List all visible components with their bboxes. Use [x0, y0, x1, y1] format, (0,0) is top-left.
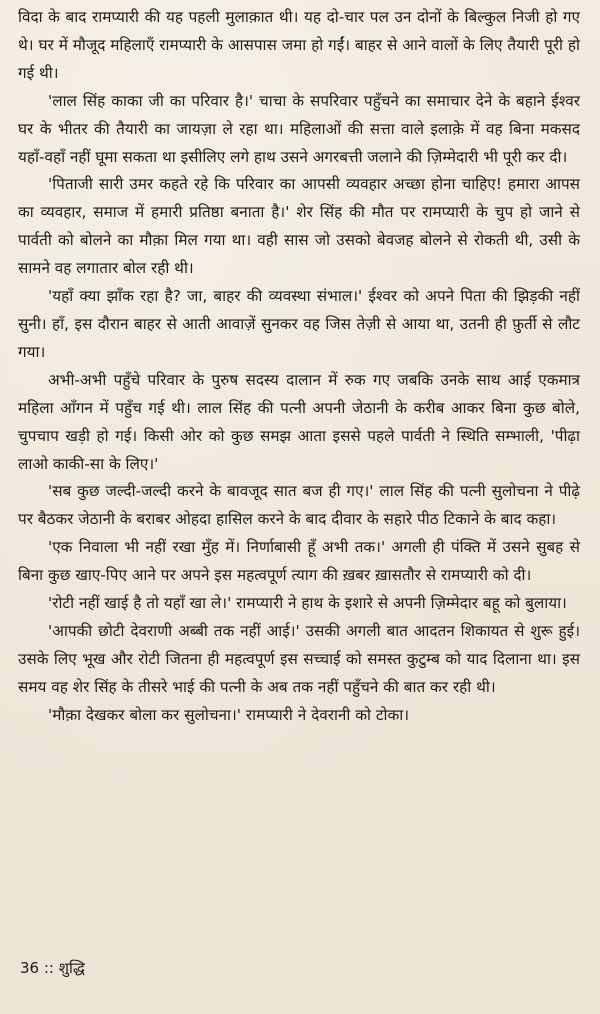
paragraph: अभी-अभी पहुँचे परिवार के पुरुष सदस्य दालान में रुक गए जबकि उनके साथ आई एकमात्र महिला आँगन में पहुँच गई थी। लाल सिंह की पत्नी अपनी जेठानी के करीब आकर बिना कुछ बोले, चुपचाप खड़ी हो गई। किसी ओर को कुछ समझ आता इससे पहले पार्वती ने स्थिति सम्भाली, 'पीढ़ा लाओ काकी-सा के लिए।'	[18, 370, 580, 473]
paragraph: 'रोटी नहीं खाई है तो यहाँ खा ले।' रामप्यारी ने हाथ के इशारे से अपनी ज़िम्मेदार बहू को बुलाया।	[48, 594, 567, 613]
page-footer	[20, 958, 85, 978]
paragraph: 'मौक़ा देखकर बोला कर सुलोचना।' रामप्यारी ने देवरानी को टोका।	[48, 705, 410, 724]
footer-separator: ::	[43, 959, 54, 977]
body-text	[18, 4, 580, 730]
page-number: 36	[20, 959, 40, 977]
paragraph: 'यहाँ क्या झाँक रहा है? जा, बाहर की व्यवस्था संभाल।' ईश्वर को अपने पिता की झिड़की नहीं सुनी। हाँ, इस दौरान बाहर से आती आवाज़ें सुनकर वह जिस तेज़ी से आया था, उतनी ही फ़ुर्ती से लौट गया।	[18, 287, 580, 361]
paragraph: 'एक निवाला भी नहीं रखा मुँह में। निर्णाबासी हूँ अभी तक।' अगली ही पंक्ति में उसने सुबह से बिना कुछ खाए-पिए आने पर अपने इस महत्वपूर्ण त्याग की ख़बर ख़ासतौर से रामप्यारी को दी।	[18, 538, 580, 585]
publication-name: शुद्धि	[58, 959, 85, 977]
paragraph: विदा के बाद रामप्यारी की यह पहली मुलाक़ात थी। यह दो-चार पल उन दोनों के बिल्कुल निजी हो गए थे। घर में मौजूद महिलाएँ रामप्यारी के आसपास जमा हो गईं। बाहर से आने वालों के लिए तैयारी पूरी हो गई थी।	[18, 8, 580, 82]
paragraph: 'पिताजी सारी उमर कहते रहे कि परिवार का आपसी व्यवहार अच्छा होना चाहिए! हमारा आपस का व्यवहार, समाज में हमारी प्रतिष्ठा बनाता है।' शेर सिंह की मौत पर रामप्यारी के चुप हो जाने से पार्वती को बोलने का मौक़ा मिल गया था। वही सास जो उसको बेवजह बोलने से रोकती थी, उसी के सामने वह लगातार बोल रही थी।	[18, 175, 580, 278]
paragraph: 'लाल सिंह काका जी का परिवार है।' चाचा के सपरिवार पहुँचने का समाचार देने के बहाने ईश्वर घर के भीतर की तैयारी का जायज़ा ले रहा था। महिलाओं की सत्ता वाले इलाक़े में वह बिना मकसद यहाँ-वहाँ नहीं घूमा सकता था इसीलिए लगे हाथ उसने अगरबत्ती जलाने की ज़िम्मेदारी भी पूरी कर दी।	[18, 91, 580, 166]
paragraph: 'सब कुछ जल्दी-जल्दी करने के बावजूद सात बज ही गए।' लाल सिंह की पत्नी सुलोचना ने पीढ़े पर बैठकर जेठानी के बराबर ओहदा हासिल करने के बाद दीवार के सहारे पीठ टिकाने के बाद कहा।	[18, 482, 580, 529]
paragraph: 'आपकी छोटी देवराणी अब्बी तक नहीं आई।' उसकी अगली बात आदतन शिकायत से शुरू हुई। उसके लिए भूख और रोटी जितना ही महत्वपूर्ण इस सच्चाई को समस्त कुटुम्ब को याद दिलाना था। इस समय वह शेर सिंह के तीसरे भाई की पत्नी के अब तक नहीं पहुँचने की बात कर रही थी।	[18, 621, 580, 696]
